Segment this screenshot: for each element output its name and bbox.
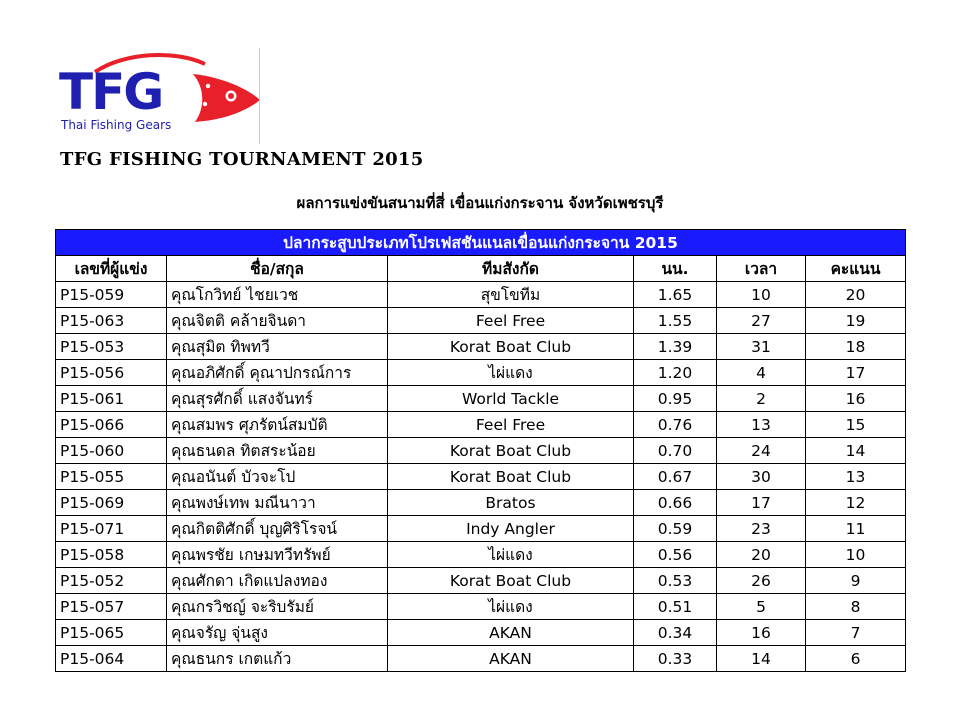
cell-score: 15 xyxy=(806,412,906,438)
cell-competitor-id: P15-056 xyxy=(56,360,167,386)
cell-score: 16 xyxy=(806,386,906,412)
table-row xyxy=(56,308,906,334)
table-row xyxy=(56,568,906,594)
cell-competitor-id: P15-069 xyxy=(56,490,167,516)
logo-divider xyxy=(259,48,260,144)
cell-name: คุณอภิศักดิ์ คุณาปกรณ์การ xyxy=(167,360,388,386)
table-row xyxy=(56,464,906,490)
cell-competitor-id: P15-071 xyxy=(56,516,167,542)
table-row xyxy=(56,334,906,360)
cell-name: คุณพงษ์เทพ มณีนาวา xyxy=(167,490,388,516)
tfg-logo xyxy=(55,46,265,146)
cell-weight: 0.70 xyxy=(634,438,717,464)
cell-name: คุณสุรศักดิ์ แสงจันทร์ xyxy=(167,386,388,412)
cell-team: ไผ่แดง xyxy=(388,360,634,386)
cell-competitor-id: P15-057 xyxy=(56,594,167,620)
logo-tagline: Thai Fishing Gears xyxy=(61,118,172,132)
cell-competitor-id: P15-052 xyxy=(56,568,167,594)
cell-time: 26 xyxy=(717,568,806,594)
cell-team: Korat Boat Club xyxy=(388,568,634,594)
cell-time: 17 xyxy=(717,490,806,516)
cell-team: Feel Free xyxy=(388,308,634,334)
cell-name: คุณกรวิชญ์ จะริบรัมย์ xyxy=(167,594,388,620)
table-row xyxy=(56,438,906,464)
cell-team: Indy Angler xyxy=(388,516,634,542)
cell-time: 14 xyxy=(717,646,806,672)
cell-score: 9 xyxy=(806,568,906,594)
cell-weight: 0.66 xyxy=(634,490,717,516)
cell-weight: 1.20 xyxy=(634,360,717,386)
cell-competitor-id: P15-060 xyxy=(56,438,167,464)
cell-weight: 0.95 xyxy=(634,386,717,412)
table-row xyxy=(56,620,906,646)
header-weight: นน. xyxy=(634,256,717,282)
table-row xyxy=(56,542,906,568)
cell-weight: 0.51 xyxy=(634,594,717,620)
header-score: คะแนน xyxy=(806,256,906,282)
cell-name: คุณโกวิทย์ ไชยเวช xyxy=(167,282,388,308)
header-competitor-id: เลขที่ผู้แข่ง xyxy=(56,256,167,282)
cell-score: 17 xyxy=(806,360,906,386)
cell-team: Korat Boat Club xyxy=(388,334,634,360)
tournament-title: TFG FISHING TOURNAMENT 2015 xyxy=(60,149,424,170)
cell-weight: 0.59 xyxy=(634,516,717,542)
table-row xyxy=(56,594,906,620)
cell-team: AKAN xyxy=(388,646,634,672)
cell-score: 8 xyxy=(806,594,906,620)
header-time: เวลา xyxy=(717,256,806,282)
cell-score: 19 xyxy=(806,308,906,334)
cell-weight: 0.53 xyxy=(634,568,717,594)
cell-score: 18 xyxy=(806,334,906,360)
cell-time: 13 xyxy=(717,412,806,438)
results-subtitle: ผลการแข่งขันสนามที่สี่ เขื่อนแก่งกระจาน จังหวัดเพชรบุรี xyxy=(296,194,664,212)
table-row xyxy=(56,360,906,386)
cell-time: 27 xyxy=(717,308,806,334)
table-row xyxy=(56,516,906,542)
results-table xyxy=(55,229,906,672)
cell-time: 23 xyxy=(717,516,806,542)
fish-head-icon xyxy=(55,46,265,146)
cell-weight: 0.67 xyxy=(634,464,717,490)
cell-competitor-id: P15-065 xyxy=(56,620,167,646)
cell-name: คุณกิตติศักดิ์ บุญศิริโรจน์ xyxy=(167,516,388,542)
cell-team: AKAN xyxy=(388,620,634,646)
table-row xyxy=(56,490,906,516)
cell-weight: 1.55 xyxy=(634,308,717,334)
cell-score: 11 xyxy=(806,516,906,542)
cell-team: ไผ่แดง xyxy=(388,594,634,620)
cell-time: 4 xyxy=(717,360,806,386)
table-banner: ปลากระสูบประเภทโปรเฟสชันแนลเขื่อนแก่งกระจาน 2015 xyxy=(56,230,906,256)
cell-time: 5 xyxy=(717,594,806,620)
cell-name: คุณสุมิต ทิพทวี xyxy=(167,334,388,360)
cell-name: คุณธนกร เกตแก้ว xyxy=(167,646,388,672)
cell-team: Feel Free xyxy=(388,412,634,438)
cell-time: 2 xyxy=(717,386,806,412)
cell-weight: 0.34 xyxy=(634,620,717,646)
table-row xyxy=(56,646,906,672)
cell-score: 7 xyxy=(806,620,906,646)
cell-team: World Tackle xyxy=(388,386,634,412)
cell-name: คุณพรชัย เกษมทวีทรัพย์ xyxy=(167,542,388,568)
cell-weight: 1.39 xyxy=(634,334,717,360)
cell-team: Korat Boat Club xyxy=(388,464,634,490)
cell-time: 24 xyxy=(717,438,806,464)
table-banner-row xyxy=(56,230,906,256)
cell-name: คุณศักดา เกิดแปลงทอง xyxy=(167,568,388,594)
cell-score: 20 xyxy=(806,282,906,308)
header-team: ทีมสังกัด xyxy=(388,256,634,282)
cell-team: ไผ่แดง xyxy=(388,542,634,568)
cell-name: คุณจิตติ คล้ายจินดา xyxy=(167,308,388,334)
cell-weight: 1.65 xyxy=(634,282,717,308)
cell-score: 6 xyxy=(806,646,906,672)
cell-competitor-id: P15-055 xyxy=(56,464,167,490)
cell-team: สุขโขทีม xyxy=(388,282,634,308)
cell-name: คุณสมพร ศุภรัตน์สมบัติ xyxy=(167,412,388,438)
cell-weight: 0.56 xyxy=(634,542,717,568)
cell-time: 31 xyxy=(717,334,806,360)
cell-time: 10 xyxy=(717,282,806,308)
cell-team: Korat Boat Club xyxy=(388,438,634,464)
cell-competitor-id: P15-064 xyxy=(56,646,167,672)
logo-brand: TFG xyxy=(59,63,163,121)
cell-time: 30 xyxy=(717,464,806,490)
cell-competitor-id: P15-053 xyxy=(56,334,167,360)
table-header-row xyxy=(56,256,906,282)
cell-name: คุณจรัญ จุ่นสูง xyxy=(167,620,388,646)
cell-team: Bratos xyxy=(388,490,634,516)
cell-competitor-id: P15-058 xyxy=(56,542,167,568)
cell-score: 10 xyxy=(806,542,906,568)
cell-time: 20 xyxy=(717,542,806,568)
cell-name: คุณธนดล ทิตสระน้อย xyxy=(167,438,388,464)
table-row xyxy=(56,412,906,438)
cell-score: 12 xyxy=(806,490,906,516)
table-row xyxy=(56,386,906,412)
cell-competitor-id: P15-063 xyxy=(56,308,167,334)
cell-competitor-id: P15-061 xyxy=(56,386,167,412)
cell-weight: 0.33 xyxy=(634,646,717,672)
cell-competitor-id: P15-066 xyxy=(56,412,167,438)
cell-competitor-id: P15-059 xyxy=(56,282,167,308)
cell-time: 16 xyxy=(717,620,806,646)
cell-weight: 0.76 xyxy=(634,412,717,438)
header-name: ชื่อ/สกุล xyxy=(167,256,388,282)
cell-score: 14 xyxy=(806,438,906,464)
cell-score: 13 xyxy=(806,464,906,490)
table-row xyxy=(56,282,906,308)
cell-name: คุณอนันต์ บัวจะโป xyxy=(167,464,388,490)
